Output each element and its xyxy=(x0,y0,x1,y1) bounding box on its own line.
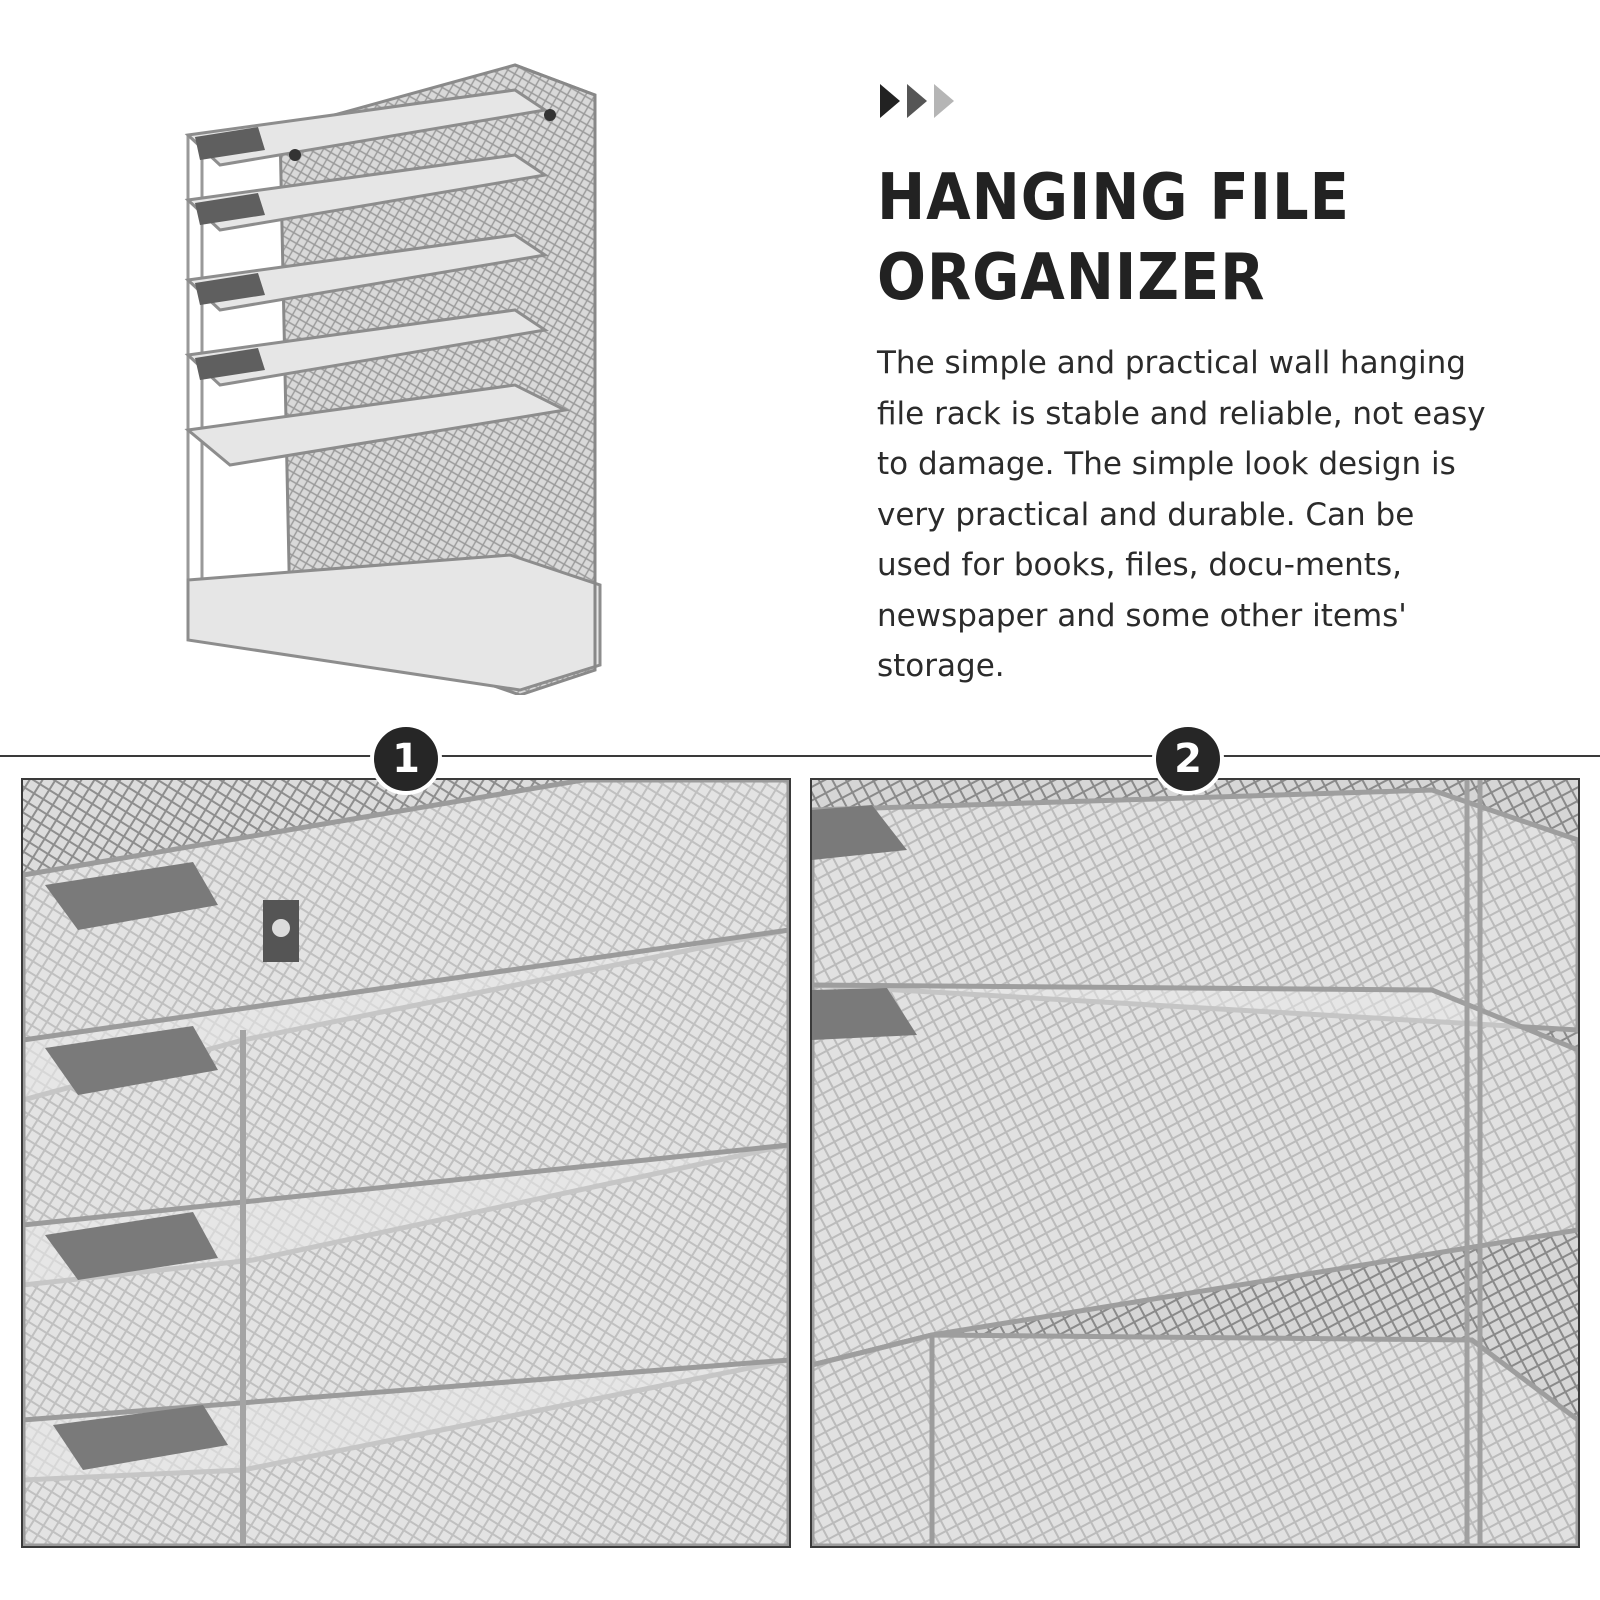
detail-badge-2: 2 xyxy=(1152,723,1224,795)
title-line-2: ORGANIZER xyxy=(877,241,1266,315)
detail-photo-2 xyxy=(810,778,1580,1548)
detail-photo-1 xyxy=(21,778,791,1548)
product-description: The simple and practical wall hanging file rack is stable and reliable, not easy to damage. The simple look design is very practical and durable. Can be used for books, files, docu-ments, newspaper and some other items' storage. xyxy=(877,345,1486,684)
section-divider xyxy=(0,755,1600,757)
detail-badge-1: 1 xyxy=(370,723,442,795)
page-title xyxy=(877,158,1453,318)
triple-chevron-right-icon xyxy=(880,80,970,122)
product-photo xyxy=(170,55,640,695)
title-line-1: HANGING FILE xyxy=(877,161,1350,235)
